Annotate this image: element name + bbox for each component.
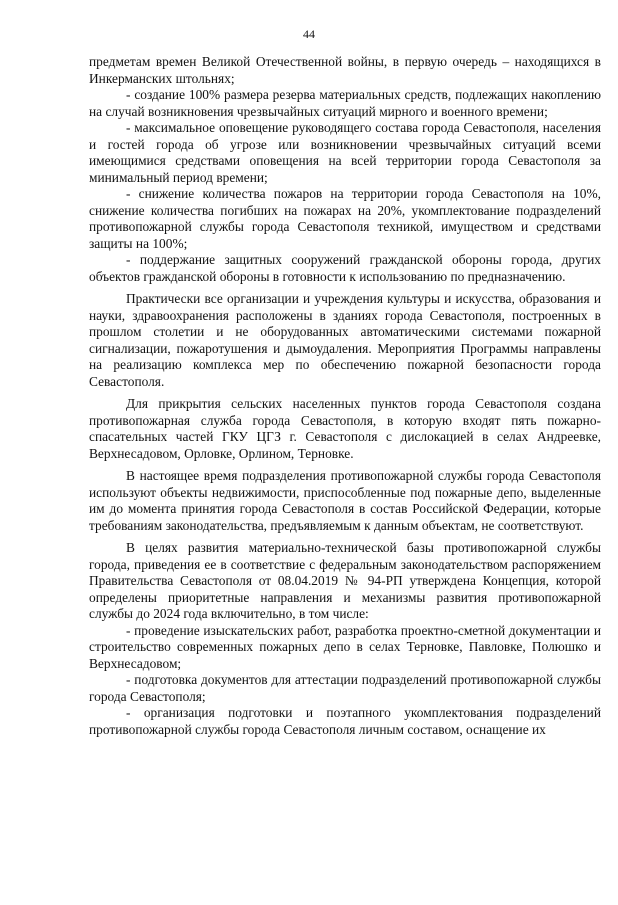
paragraph-institutions: Практически все организации и учреждения культуры и искусства, образования и науки, здравоохранения расположены в зданиях города Севастополя, построенных в прошлом столетии и не оборудованных автоматическими системами пожарной сигнализации, пожаротушения и дымоудаления. Мероприятия Программы направлены на реализацию комплекса мер по обеспечению пожарной безопасности города Севастополя. (89, 291, 601, 389)
list-item-attestation: - подготовка документов для аттестации подразделений противопожарной службы города Севастополя; (89, 672, 601, 704)
paragraph-current-state: В настоящее время подразделения противопожарной службы города Севастополя используют объекты недвижимости, приспособленные под пожарные депо, выделенные им до момента принятия города Севастополя в состав Российской Федерации, которые требованиям законодательства, предъявляемым к данным объектам, не соответствуют. (89, 468, 601, 533)
paragraph-rural-cover: Для прикрытия сельских населенных пунктов города Севастополя создана противопожарная служба города Севастополя, в которую входят пять пожарно-спасательных частей ГКУ ЦГЗ г. Севастополя с дислокацией в селах Андреевке, Верхнесадовом, Орловке, Орлином, Терновке. (89, 396, 601, 461)
list-item-depots: - проведение изыскательских работ, разработка проектно-сметной документации и строительство современных пожарных депо в селах Терновке, Павловке, Полюшко и Верхнесадовом; (89, 622, 601, 671)
list-item-shelters: - поддержание защитных сооружений гражданской обороны города, других объектов гражданской обороны в готовности к использованию по предназначению. (89, 252, 601, 284)
paragraph-concept: В целях развития материально-технической базы противопожарной службы города, приведения ее в соответствие с федеральным законодательством распоряжением Правительства Севастополя от 08.04.2019 № 94-РП утверждена Концепция, которой определены приоритетные направления и механизмы развития противопожарной службы до 2024 года включительно, в том числе: (89, 540, 601, 621)
page-body (89, 54, 601, 738)
paragraph-continuation: предметам времен Великой Отечественной войны, в первую очередь – находящихся в Инкерманских штольнях; (89, 54, 601, 86)
list-item-fire-reduction: - снижение количества пожаров на территории города Севастополя на 10%, снижение количества погибших на пожарах на 20%, укомплектование подразделений противопожарной службы города Севастополя техникой, имуществом и средствами защиты на 100%; (89, 186, 601, 251)
list-item-notification: - максимальное оповещение руководящего состава города Севастополя, населения и гостей города об угрозе или возникновении чрезвычайных ситуаций всеми имеющимися средствами оповещения на всей территории города Севастополя за минимальный период времени; (89, 120, 601, 185)
page-number: 44 (303, 27, 315, 41)
list-item-reserve: - создание 100% размера резерва материальных средств, подлежащих накоплению на случай возникновения чрезвычайных ситуаций мирного и военного времени; (89, 87, 601, 119)
list-item-staffing: - организация подготовки и поэтапного укомплектования подразделений противопожарной службы города Севастополя личным составом, оснащение их (89, 705, 601, 737)
